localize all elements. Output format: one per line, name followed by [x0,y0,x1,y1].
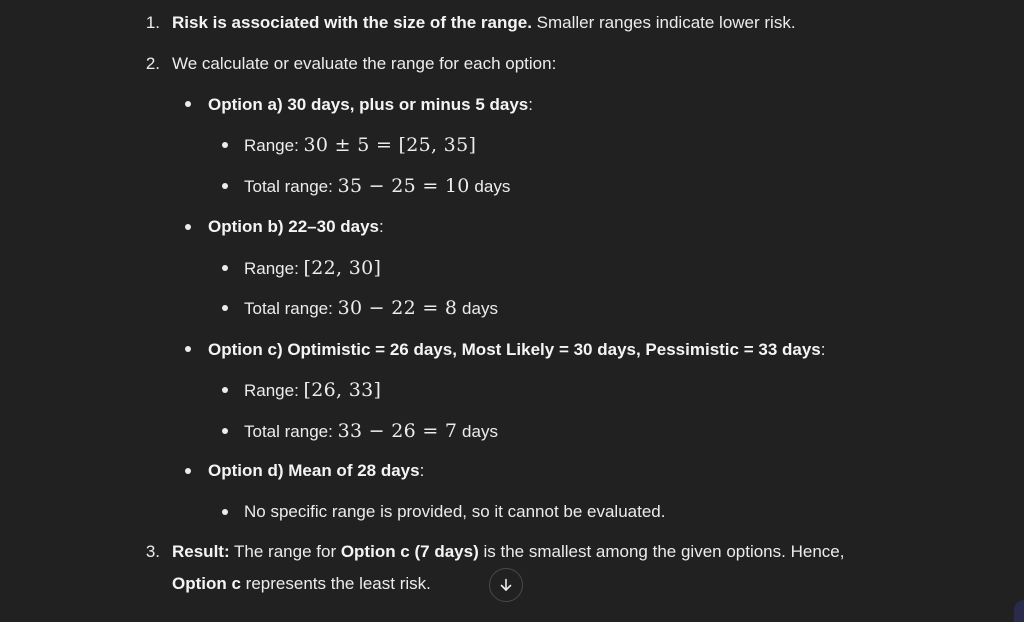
colon: : [419,461,425,480]
result-text: is the smallest among the given options. Hence, [478,542,845,561]
bullet [185,101,191,107]
option-a-total [244,175,510,198]
range-math: 30 ± 5 = [25, 35] [303,134,477,156]
option-c-range [244,379,381,402]
colon: : [528,95,533,114]
total-math: 30 − 22 = 8 [337,297,458,319]
option-c-heading [208,339,825,361]
option-b-total [244,297,498,320]
total-unit: days [457,422,498,441]
option-b-heading [208,216,384,238]
bullet [222,142,228,148]
colon: : [379,217,384,236]
result-text: The range for [229,542,341,561]
result-label: Result: [172,542,230,561]
option-label: Option d) Mean of 28 days [208,461,420,480]
range-label: Range: [244,381,304,400]
range-label: Range: [244,136,304,155]
option-label: Option c) Optimistic = 26 days, Most Likely = 30 days, Pessimistic = 33 days [208,340,821,359]
window-corner [1014,600,1024,622]
statement-text: We calculate or evaluate the range for each option: [172,54,557,73]
result-highlight: Option c (7 days) [340,542,479,561]
option-d-note [244,501,665,523]
bullet [185,224,191,230]
total-unit: days [469,177,511,196]
list-item-3-line-2 [172,573,431,595]
list-number: 2. [145,54,160,73]
bullet [222,183,228,189]
range-math: [22, 30] [303,257,382,279]
statement-text: Smaller ranges indicate lower risk. [531,13,796,32]
bullet [222,387,228,393]
total-label: Total range: [244,177,338,196]
total-label: Total range: [244,422,338,441]
list-number: 3. [145,542,160,561]
result-text: represents the least risk. [240,574,431,593]
range-math: [26, 33] [303,379,382,401]
list-item-2 [172,53,556,75]
note-text: No specific range is provided, so it cannot be evaluated. [244,502,666,521]
bullet [222,265,228,271]
total-math: 35 − 25 = 10 [337,175,470,197]
range-label: Range: [244,259,304,278]
option-c-total [244,420,498,443]
scroll-to-bottom-button[interactable] [489,568,523,602]
option-label: Option a) 30 days, plus or minus 5 days [208,95,529,114]
result-highlight: Option c [172,574,241,593]
list-item-1 [172,12,796,34]
colon: : [820,340,826,359]
bullet [185,468,191,474]
option-a-heading [208,94,533,116]
bullet [222,305,228,311]
total-unit: days [457,299,498,318]
option-b-range [244,257,381,280]
list-number: 1. [145,13,160,32]
arrow-down-icon [498,577,514,593]
option-d-heading [208,460,424,482]
statement-bold: Risk is associated with the size of the range. [172,13,532,32]
option-a-range [244,134,476,157]
bullet [185,346,191,352]
bullet [222,428,228,434]
option-label: Option b) 22–30 days [208,217,379,236]
total-label: Total range: [244,299,338,318]
list-item-3-line-1 [172,541,844,563]
bullet [222,509,228,515]
total-math: 33 − 26 = 7 [337,420,458,442]
